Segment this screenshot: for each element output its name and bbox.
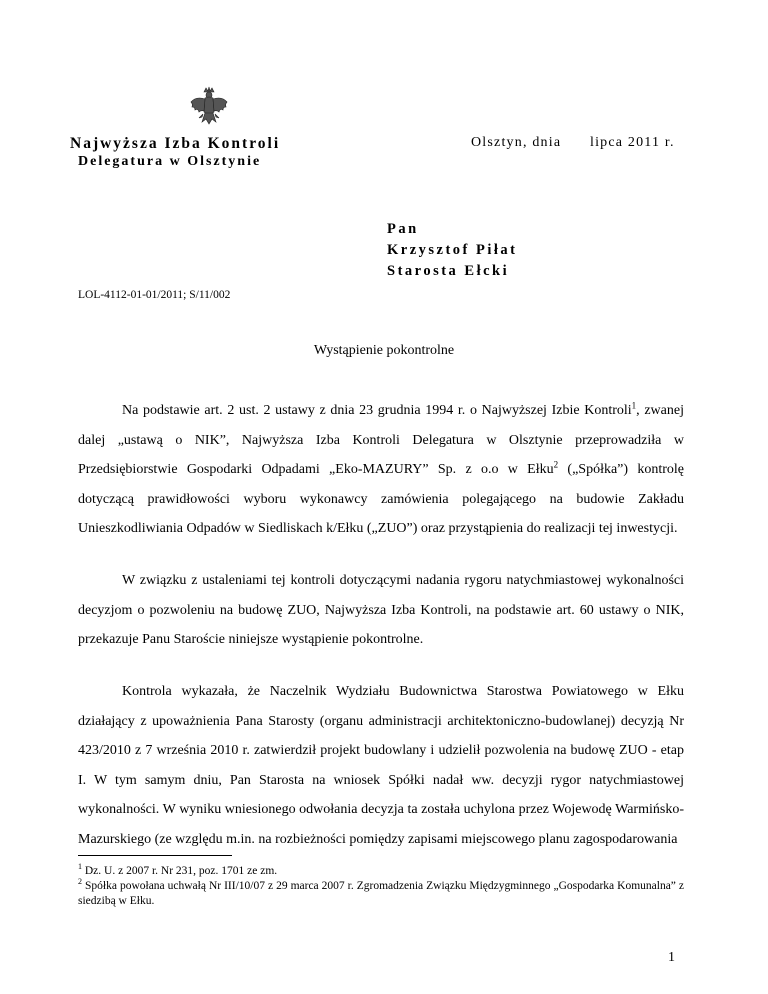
recipient-name: Krzysztof Piłat bbox=[387, 242, 518, 258]
organization-name: Najwyższa Izba Kontroli bbox=[70, 135, 281, 152]
page-number: 1 bbox=[668, 950, 675, 965]
footnote-1: $^1$ Dz. U. z 2007 r. Nr 231, poz. 1701 ze zm. bbox=[78, 862, 278, 877]
paragraph-2: W związku z ustaleniami tej kontroli dotyczącymi nadania rygoru natychmiastowej wykonalności decyzjom o pozwoleniu na budowę ZUO, Najwyższa Izba Kontroli, na podstawie art. 60 ustawy o NIK, przekazuje Panu Staroście niniejsze wystąpienie pokontrolne. bbox=[78, 573, 684, 647]
reference-number: LOL-4112-01-01/2011; S/11/002 bbox=[78, 289, 231, 301]
document-subject: Wystąpienie pokontrolne bbox=[313, 343, 455, 358]
footnote-ref-2: 2 bbox=[553, 459, 559, 470]
footnote-ref-1: 1 bbox=[631, 400, 637, 411]
organization-branch: Delegatura w Olsztynie bbox=[78, 154, 262, 169]
footnote-2: $^2$ Spółka powołana uchwałą Nr III/10/07 z 29 marca 2007 r. Zgromadzenia Związku Międzygminnego „Gospodarka Komunalna” z siedzibą w Ełku. bbox=[78, 877, 684, 907]
recipient-title: Starosta Ełcki bbox=[387, 263, 510, 279]
recipient-salutation: Pan bbox=[387, 221, 419, 237]
date-month-year: lipca 2011 r. bbox=[590, 135, 675, 150]
polish-eagle-emblem-icon bbox=[188, 86, 230, 128]
place-and-date: Olsztyn, dnia bbox=[471, 135, 562, 150]
footnote-separator bbox=[78, 855, 232, 856]
paragraph-3: Kontrola wykazała, że Naczelnik Wydziału Budownictwa Starostwa Powiatowego w Ełku działający z upoważnienia Pana Starosty (organu administracji architektoniczno-budowlanej) decyzją Nr 423/2010 z 7 września 2010 r. zatwierdził projekt budowlany i udzielił pozwolenia na budowę ZUO - etap I. W tym samym dniu, Pan Starosta na wniosek Spółki nadał ww. decyzji rygor natychmiastowej wykonalności. W wyniku wniesionego odwołania decyzja ta została uchylona przez Wojewodę Warmińsko-Mazurskiego (ze względu m.in. na rozbieżności pomiędzy zapisami miejscowego planu zagospodarowania bbox=[78, 684, 684, 847]
paragraph-1: Na podstawie art. 2 ust. 2 ustawy z dnia 23 grudnia 1994 r. o Najwyższej Izbie Kontroli$^1$, zwanej dalej „ustawą o NIK”, Najwyższa Izba Kontroli Delegatura w Olsztynie przeprowadziła w Przedsiębiorstwie Gospodarki Odpadami „Eko-MAZURY” Sp. z o.o w Ełku$^2$ („Spółka”) kontrolę dotyczącą prawidłowości wyboru wykonawcy zamówienia polegającego na budowie Zakładu Unieszkodliwiania Odpadów w Siedliskach k/Ełku („ZUO”) oraz przystąpienia do realizacji tej inwestycji. bbox=[78, 400, 685, 536]
